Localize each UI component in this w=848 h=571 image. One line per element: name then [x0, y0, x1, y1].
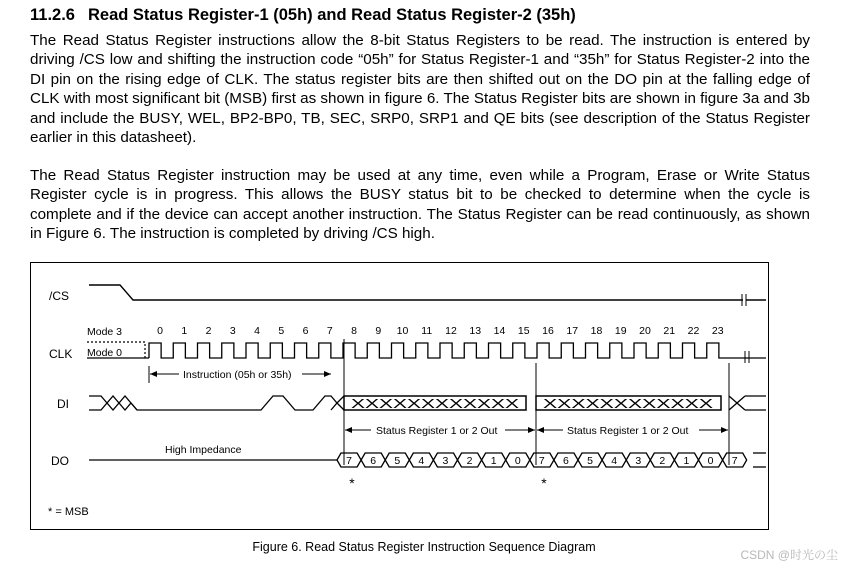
clock-number: 12 — [445, 325, 457, 337]
do-bit-label: 1 — [683, 455, 690, 467]
status-out-label-2: Status Register 1 or 2 Out — [567, 425, 689, 437]
clock-number: 15 — [517, 325, 530, 337]
paragraph-1: The Read Status Register instructions allow the 8-bit Status Registers to be read. The instruction is entered by driving /CS low and shifting the instruction code “05h” for Status Register-1 and “35h” for Status Register-2 into the DI pin on the rising edge of CLK. The status register bits are then shifted out on the DO pin at the falling edge of CLK with most significant bit (MSB) first as shown in figure 6. The Status Register bits are shown in figure 3a and 3b and include the BUSY, WEL, BP2-BP0, TB, SEC, SRP0, SRP1 and QE bits (see description of the Status Register earlier in this datasheet). — [30, 32, 810, 147]
do-bit-cells — [337, 453, 747, 467]
clock-number: 7 — [326, 325, 333, 337]
clock-number: 17 — [566, 325, 579, 337]
do-bit-label: 0 — [707, 455, 714, 467]
clock-number: 9 — [375, 325, 382, 337]
di-waveform — [131, 396, 344, 410]
do-bit-label: 5 — [394, 455, 401, 467]
clock-number: 1 — [181, 325, 188, 337]
clock-number: 5 — [278, 325, 285, 337]
do-bit-label: 4 — [418, 455, 425, 467]
di-dont-care-start — [89, 396, 137, 410]
cs-waveform — [89, 285, 743, 300]
clock-number: 2 — [205, 325, 212, 337]
section-number: 11.2.6 — [30, 6, 75, 24]
do-bit-label: 0 — [514, 455, 521, 467]
do-bit-label: 3 — [635, 455, 642, 467]
paragraph-2: The Read Status Register instruction may be used at any time, even while a Program, Erase or Write Status Register cycle is in progress. This allows the BUSY status bit to be checked to determine when the cycle is complete and if the device can accept another instruction. The Status Register can be read continuously, as shown in Figure 6. The instruction is completed by driving /CS high. — [30, 167, 810, 243]
status-out-label-1: Status Register 1 or 2 Out — [376, 425, 498, 437]
clock-numbers — [157, 325, 724, 337]
clock-number: 0 — [157, 325, 163, 337]
clock-number: 13 — [469, 325, 482, 337]
clock-number: 14 — [493, 325, 506, 337]
clock-number: 21 — [663, 325, 676, 337]
di-dont-care-text-1: XXXXXXXXXXXX — [351, 396, 520, 411]
di-dont-care-end — [729, 396, 766, 410]
clock-number: 4 — [254, 325, 260, 337]
signal-label-di: DI — [57, 397, 69, 411]
do-bit-label: 2 — [659, 455, 666, 467]
clock-number: 6 — [302, 325, 309, 337]
clock-number: 10 — [396, 325, 409, 337]
clock-number: 23 — [711, 325, 724, 337]
mode3-label: Mode 3 — [87, 326, 123, 338]
clock-number: 8 — [351, 325, 357, 337]
signal-label-clk: CLK — [49, 347, 73, 361]
do-bit-label: 7 — [346, 455, 352, 467]
do-bit-label: 6 — [370, 455, 377, 467]
clock-number: 16 — [542, 325, 554, 337]
clock-number: 11 — [421, 325, 433, 337]
signal-label-do: DO — [51, 454, 69, 468]
do-bit-label: 7 — [538, 455, 545, 467]
clock-number: 22 — [687, 325, 700, 337]
clock-number: 19 — [614, 325, 627, 337]
section-title: Read Status Register-1 (05h) and Read Status Register-2 (35h) — [88, 6, 576, 24]
clock-number: 18 — [590, 325, 603, 337]
timing-diagram-svg — [31, 263, 770, 531]
high-impedance-label: High Impedance — [165, 444, 242, 456]
di-dont-care-text-2: XXXXXXXXXXXX — [543, 396, 714, 411]
timing-diagram — [30, 262, 769, 530]
clock-number: 20 — [639, 325, 651, 337]
do-bit-label: 7 — [731, 455, 738, 467]
msb-marker-1: * — [349, 475, 355, 491]
do-bit-label: 3 — [442, 455, 449, 467]
do-bit-label: 1 — [490, 455, 497, 467]
signal-label-cs: /CS — [49, 289, 70, 303]
mode0-label: Mode 0 — [87, 347, 123, 359]
section-heading — [30, 6, 576, 25]
msb-legend: * = MSB — [48, 506, 89, 518]
figure-caption: Figure 6. Read Status Register Instruction Sequence Diagram — [252, 540, 596, 554]
msb-marker-2: * — [541, 475, 547, 491]
clk-waveform — [149, 343, 766, 358]
do-bit-label: 4 — [611, 455, 618, 467]
watermark: CSDN @时光の尘 — [740, 548, 838, 562]
do-bit-label: 5 — [587, 455, 593, 467]
do-bit-label: 2 — [466, 455, 473, 467]
instruction-label: Instruction (05h or 35h) — [183, 369, 292, 381]
clock-number: 3 — [229, 325, 236, 337]
do-bit-label: 6 — [563, 455, 569, 467]
